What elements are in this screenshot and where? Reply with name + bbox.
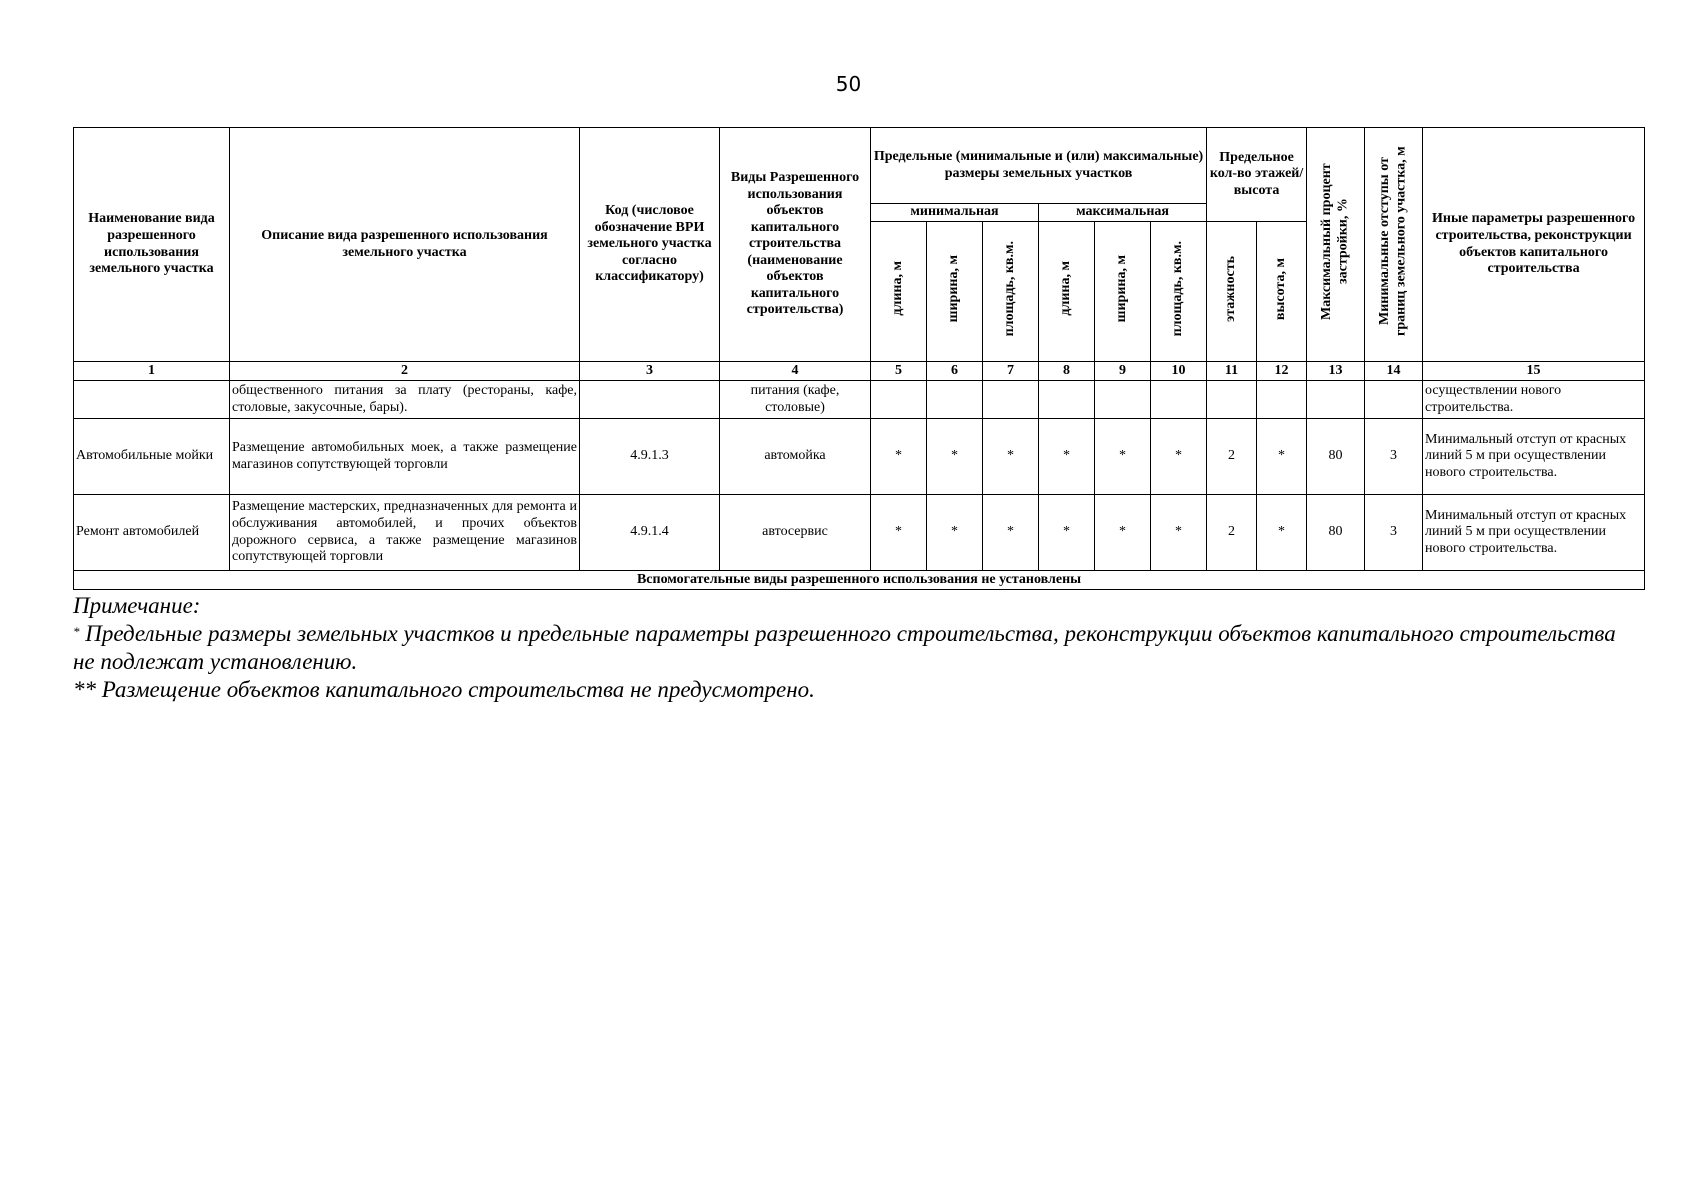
header-min-length: длина, м	[871, 222, 927, 362]
row-value: *	[1095, 419, 1151, 495]
row-type-name: Ремонт автомобилей	[74, 495, 230, 571]
header-code: Код (числовое обозначение ВРИ земельного участка согласно классификатору)	[580, 128, 720, 362]
row-value: *	[983, 495, 1039, 571]
row-value	[1095, 381, 1151, 419]
row-value: *	[1257, 419, 1307, 495]
notes-section	[73, 592, 1624, 704]
row-value: *	[927, 495, 983, 571]
header-min-area: площадь, кв.м.	[983, 222, 1039, 362]
row-other-params: Минимальный отступ от красных линий 5 м при осуществлении нового строительства.	[1423, 495, 1645, 571]
row-value	[871, 381, 927, 419]
column-number: 12	[1257, 362, 1307, 381]
header-max-area: площадь, кв.м.	[1151, 222, 1207, 362]
row-other-params: Минимальный отступ от красных линий 5 м при осуществлении нового строительства.	[1423, 419, 1645, 495]
column-number: 4	[720, 362, 871, 381]
column-number: 14	[1365, 362, 1423, 381]
row-value: *	[871, 419, 927, 495]
star-mark: *	[73, 624, 80, 639]
header-capital-kinds: Виды Разрешенного использования объектов капитального строительства (наименование объектов капитального строительства)	[720, 128, 871, 362]
header-description: Описание вида разрешенного использования земельного участка	[230, 128, 580, 362]
table-row	[74, 419, 1645, 495]
row-capital-kinds: питания (кафе, столовые)	[720, 381, 871, 419]
header-other-params: Иные параметры разрешенного строительства, реконструкции объектов капитального строительства	[1423, 128, 1645, 362]
auxiliary-uses-row	[74, 571, 1645, 590]
header-max-length: длина, м	[1039, 222, 1095, 362]
column-number: 5	[871, 362, 927, 381]
row-code: 4.9.1.3	[580, 419, 720, 495]
note-star	[73, 620, 1624, 676]
column-number: 9	[1095, 362, 1151, 381]
header-plot-size-limits: Предельные (минимальные и (или) максимальные) размеры земельных участков	[871, 128, 1207, 204]
row-value	[1257, 381, 1307, 419]
table-row	[74, 495, 1645, 571]
table-row	[74, 381, 1645, 419]
row-value: 2	[1207, 495, 1257, 571]
row-value: *	[1039, 495, 1095, 571]
row-value	[1151, 381, 1207, 419]
note-double-star: ** Размещение объектов капитального строительства не предусмотрено.	[73, 677, 815, 702]
row-value: *	[871, 495, 927, 571]
header-max-width: ширина, м	[1095, 222, 1151, 362]
column-number: 8	[1039, 362, 1095, 381]
row-capital-kinds: автосервис	[720, 495, 871, 571]
row-value	[983, 381, 1039, 419]
row-type-name	[74, 381, 230, 419]
row-description: Размещение автомобильных моек, а также размещение магазинов сопутствующей торговли	[230, 419, 580, 495]
header-min-setback: Минимальные отступы от границ земельного участка, м	[1365, 128, 1423, 362]
column-number: 13	[1307, 362, 1365, 381]
row-value	[1207, 381, 1257, 419]
row-description: Размещение мастерских, предназначенных для ремонта и обслуживания автомобилей, и прочих объектов дорожного сервиса, а также размещение магазинов сопутствующей торговли	[230, 495, 580, 571]
column-number: 10	[1151, 362, 1207, 381]
column-number: 2	[230, 362, 580, 381]
row-value	[927, 381, 983, 419]
note-star-text: Предельные размеры земельных участков и предельные параметры разрешенного строительства, реконструкции объектов капитального строительства не подлежат установлению.	[73, 621, 1616, 674]
column-number: 11	[1207, 362, 1257, 381]
header-maximum: максимальная	[1039, 204, 1207, 222]
row-value: 80	[1307, 419, 1365, 495]
header-floors: этажность	[1207, 222, 1257, 362]
header-height: высота, м	[1257, 222, 1307, 362]
regulations-table	[73, 127, 1645, 590]
row-value: *	[1151, 495, 1207, 571]
row-value: *	[1151, 419, 1207, 495]
row-value: *	[1039, 419, 1095, 495]
row-code	[580, 381, 720, 419]
column-number-row	[74, 362, 1645, 381]
column-number: 6	[927, 362, 983, 381]
header-max-percent: Максимальный процент застройки, %	[1307, 128, 1365, 362]
page-number: 50	[835, 72, 862, 96]
column-number: 3	[580, 362, 720, 381]
row-value: 3	[1365, 419, 1423, 495]
row-value: *	[983, 419, 1039, 495]
row-value: 2	[1207, 419, 1257, 495]
auxiliary-uses-text: Вспомогательные виды разрешенного использования не установлены	[74, 571, 1645, 590]
row-value	[1039, 381, 1095, 419]
column-number: 15	[1423, 362, 1645, 381]
column-number: 7	[983, 362, 1039, 381]
row-value: 80	[1307, 495, 1365, 571]
row-value: 3	[1365, 495, 1423, 571]
header-floors-limit: Предельное кол-во этажей/ высота	[1207, 128, 1307, 222]
row-description: общественного питания за плату (рестораны, кафе, столовые, закусочные, бары).	[230, 381, 580, 419]
notes-title: Примечание:	[73, 593, 201, 618]
row-value: *	[927, 419, 983, 495]
column-number: 1	[74, 362, 230, 381]
row-value	[1307, 381, 1365, 419]
row-value: *	[1095, 495, 1151, 571]
header-minimum: минимальная	[871, 204, 1039, 222]
header-type-name: Наименование вида разрешенного использования земельного участка	[74, 128, 230, 362]
row-value: *	[1257, 495, 1307, 571]
row-other-params: осуществлении нового строительства.	[1423, 381, 1645, 419]
row-code: 4.9.1.4	[580, 495, 720, 571]
row-capital-kinds: автомойка	[720, 419, 871, 495]
header-min-width: ширина, м	[927, 222, 983, 362]
row-type-name: Автомобильные мойки	[74, 419, 230, 495]
row-value	[1365, 381, 1423, 419]
